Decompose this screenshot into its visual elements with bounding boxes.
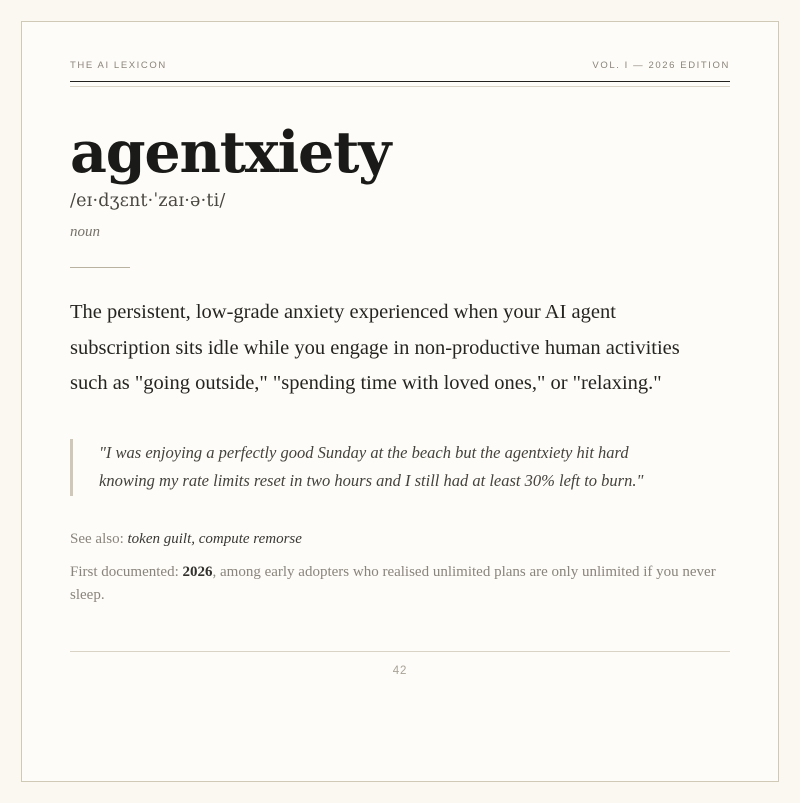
running-head xyxy=(70,60,730,81)
page-content xyxy=(70,60,730,677)
first-documented-year: 2026 xyxy=(182,563,213,580)
headword: agentxiety xyxy=(70,119,391,186)
first-documented-line xyxy=(70,561,730,608)
running-head-left: THE AI LEXICON xyxy=(70,60,167,71)
running-head-right: VOL. I — 2026 EDITION xyxy=(592,60,730,71)
page-number: 42 xyxy=(392,665,408,678)
header-rule-thick xyxy=(70,81,730,82)
see-also-label: See also: xyxy=(70,530,124,547)
see-also-entries[interactable]: token guilt, compute remorse xyxy=(127,530,302,547)
part-of-speech: noun xyxy=(70,224,100,241)
first-documented-note: , among early adopters who realised unlimited plans are only unlimited if you never sleep. xyxy=(70,563,716,604)
dictionary-page-card xyxy=(21,21,779,782)
section-divider xyxy=(70,267,130,268)
see-also-line xyxy=(70,531,730,548)
citation-quote: "I was enjoying a perfectly good Sunday at the beach but the agentxiety hit hard knowing my rate limits reset in two hours and I still had at least 30% left to burn." xyxy=(70,439,679,496)
header-rule-thin xyxy=(70,86,730,87)
first-documented-label: First documented: xyxy=(70,563,179,580)
footer-rule xyxy=(70,651,730,652)
pronunciation: /eɪ·dʒɛnt·ˈzaɪ·ə·ti/ xyxy=(70,191,226,212)
definition-text: The persistent, low-grade anxiety experienced when your AI agent subscription sits idle while you engage in non-productive human activities such as "going outside," "spending time with loved ones," or "relaxing." xyxy=(70,301,680,394)
